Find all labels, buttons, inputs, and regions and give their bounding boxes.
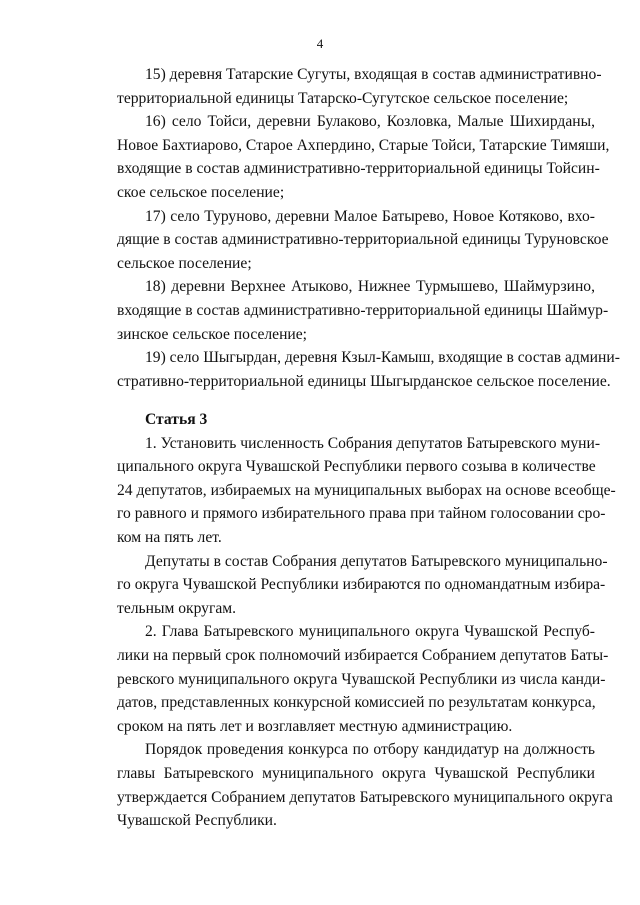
list-item-18-line-3: зинское сельское поселение; (117, 325, 308, 343)
article-paragraph-1-line-5: ком на пять лет. (117, 528, 222, 546)
settlement-list (117, 63, 620, 393)
article-paragraph-4-line-3: утверждается Собранием депутатов Батыревского муниципального округа (117, 788, 613, 806)
article-3 (117, 408, 616, 833)
list-item-16-line-2: Новое Бахтиарово, Старое Ахпердино, Старые Тойси, Татарские Тимяши, (117, 136, 610, 154)
article-paragraph-4-line-2: главы Батыревского муниципального округа Чувашской Республики (117, 764, 595, 782)
article-paragraph-1-line-1: 1. Установить численность Собрания депутатов Батыревского муни- (145, 434, 601, 452)
page-number: 4 (316, 36, 324, 51)
article-paragraph-3-line-4: датов, представленных конкурсной комиссией по результатам конкурса, (117, 694, 596, 712)
article-paragraph-1-line-4: го равного и прямого избирательного права при тайном голосовании сро- (117, 505, 606, 523)
list-item-17-line-2: дящие в состав административно-территориальной единицы Туруновское (117, 231, 609, 249)
list-item-16-line-1: 16) село Тойси, деревни Булаково, Козловка, Малые Шихирданы, (145, 113, 595, 131)
article-paragraph-3-line-5: сроком на пять лет и возглавляет местную администрацию. (117, 717, 513, 735)
article-paragraph-2-line-3: тельным округам. (117, 599, 237, 617)
article-paragraph-3-line-2: лики на первый срок полномочий избирается Собранием депутатов Баты- (117, 646, 609, 664)
article-paragraph-4-line-4: Чувашской Республики. (117, 812, 277, 830)
list-item-16-line-4: ское сельское поселение; (117, 183, 285, 201)
article-paragraph-2-line-1: Депутаты в состав Собрания депутатов Батыревского муниципально- (145, 552, 608, 570)
list-item-15-line-2: территориальной единицы Татарско-Сугутское сельское поселение; (117, 89, 569, 107)
list-item-16-line-3: входящие в состав административно-территориальной единицы Тойсин- (117, 160, 600, 178)
article-paragraph-3-line-1: 2. Глава Батыревского муниципального округа Чувашской Респуб- (145, 623, 595, 641)
list-item-18-line-2: входящие в состав административно-территориальной единицы Шаймур- (117, 301, 609, 319)
article-paragraph-1-line-2: ципального округа Чувашской Республики первого созыва в количестве (117, 458, 596, 476)
list-item-15-line-1: 15) деревня Татарские Сугуты, входящая в состав административно- (145, 66, 602, 83)
list-item-19-line-1: 19) село Шыгырдан, деревня Кзыл-Камыш, входящие в состав админи- (145, 349, 620, 367)
list-item-19-line-2: стративно-территориальной единицы Шыгырданское сельское поселение. (117, 372, 611, 390)
list-item-18-line-1: 18) деревни Верхнее Атыково, Нижнее Турмышево, Шаймурзино, (145, 278, 595, 296)
article-heading: Статья 3 (145, 411, 208, 428)
article-paragraph-3-line-3: ревского муниципального округа Чувашской Республики из числа канди- (117, 670, 606, 688)
list-item-17-line-1: 17) село Туруново, деревни Малое Батырево, Новое Котяково, вхо- (145, 207, 595, 225)
list-item-17-line-3: сельское поселение; (117, 254, 252, 272)
article-paragraph-1-line-3: 24 депутатов, избираемых на муниципальных выборах на основе всеобще- (117, 481, 616, 499)
article-paragraph-4-line-1: Порядок проведения конкурса по отбору кандидатур на должность (145, 741, 595, 759)
article-paragraph-2-line-2: го округа Чувашской Республики избираются по одномандатным избира- (117, 576, 606, 594)
